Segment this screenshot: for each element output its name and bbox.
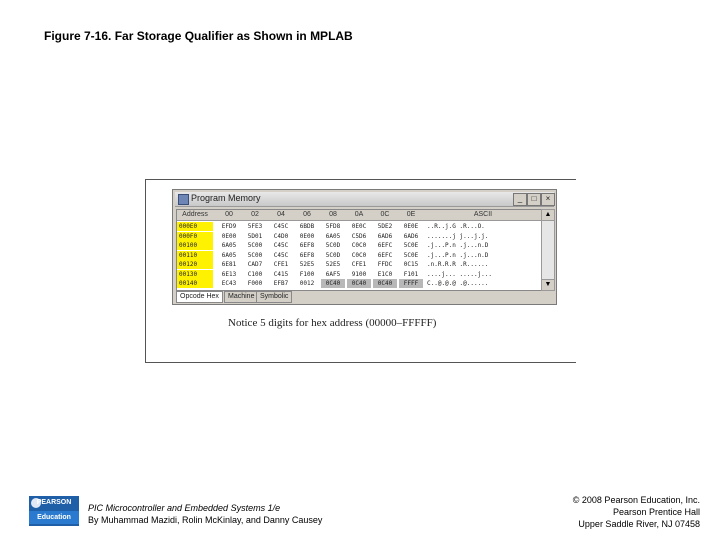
column-header[interactable]: 04 [277, 211, 285, 218]
memory-cell[interactable]: EC43 [221, 280, 237, 287]
column-header[interactable]: 0E [406, 211, 416, 218]
memory-cell[interactable]: 52E5 [299, 261, 315, 268]
footer-right [573, 494, 700, 530]
scroll-down-button[interactable]: ▼ [542, 279, 554, 290]
memory-grid[interactable] [176, 209, 542, 291]
view-tab[interactable]: Machine [224, 291, 258, 303]
column-header[interactable]: 0C [380, 211, 390, 218]
ascii-cell[interactable]: .......j j...j.j. [427, 232, 489, 240]
column-header[interactable]: 02 [251, 211, 259, 218]
memory-cell[interactable]: 5FD8 [325, 223, 341, 230]
memory-cell[interactable]: EFB7 [273, 280, 289, 287]
program-memory-window [172, 189, 557, 305]
memory-cell[interactable]: 0C40 [373, 279, 397, 288]
memory-cell[interactable]: 6A05 [221, 242, 237, 249]
address-cell[interactable]: 00110 [177, 251, 213, 260]
footer-location: Upper Saddle River, NJ 07458 [578, 519, 700, 529]
memory-cell[interactable]: E1C0 [377, 270, 393, 278]
memory-cell[interactable]: 52E5 [325, 261, 341, 268]
memory-cell[interactable]: 6A05 [221, 251, 237, 259]
memory-cell[interactable]: 6AF5 [325, 270, 341, 278]
logo-line1: PEARSON [36, 499, 72, 506]
memory-cell[interactable]: C0C0 [351, 242, 367, 249]
memory-cell[interactable]: 6BDB [299, 223, 315, 230]
memory-cell[interactable]: C0C0 [351, 251, 367, 259]
address-cell[interactable]: 00130 [177, 270, 213, 279]
figure-frame [145, 179, 576, 363]
memory-cell[interactable]: C45C [273, 223, 289, 230]
ascii-cell[interactable]: .n.R.R.R .R...... [427, 261, 489, 268]
memory-cell[interactable]: 6AD6 [377, 232, 393, 240]
memory-cell[interactable]: C45C [273, 242, 289, 249]
memory-cell[interactable]: F100 [299, 270, 315, 278]
ascii-cell[interactable]: .j...P.n .j...n.D [427, 242, 489, 249]
memory-cell[interactable]: 5C0E [403, 251, 419, 259]
address-cell[interactable]: 00140 [177, 279, 213, 288]
close-button[interactable]: × [541, 193, 555, 206]
minimize-button[interactable]: _ [513, 193, 527, 206]
memory-cell[interactable]: C100 [247, 270, 263, 278]
memory-cell[interactable]: 0E0C [351, 223, 367, 230]
memory-cell[interactable]: CFE1 [351, 261, 367, 268]
memory-cell[interactable]: F101 [403, 270, 419, 278]
maximize-button[interactable]: □ [527, 193, 541, 206]
memory-cell[interactable]: 0C40 [321, 279, 345, 288]
ascii-cell[interactable]: C..@.@.@ .@...... [427, 280, 489, 287]
column-header[interactable]: 00 [225, 211, 233, 218]
memory-cell[interactable]: 6EFC [377, 251, 393, 259]
memory-cell[interactable]: 5C00 [247, 251, 263, 259]
footer-left [88, 502, 322, 526]
scroll-up-button[interactable]: ▲ [542, 210, 554, 221]
footer-copyright: © 2008 Pearson Education, Inc. [572, 495, 700, 505]
view-tab[interactable]: Symbolic [256, 291, 292, 303]
memory-cell[interactable]: F000 [247, 280, 263, 287]
address-cell[interactable]: 00120 [177, 260, 213, 269]
logo-line2: Education [29, 511, 79, 524]
memory-cell[interactable]: CAD7 [247, 261, 263, 268]
address-cell[interactable]: 00100 [177, 241, 213, 250]
window-app-icon [178, 194, 189, 205]
memory-cell[interactable]: C4D0 [273, 232, 289, 240]
memory-cell[interactable]: 6AD6 [403, 232, 419, 240]
memory-cell[interactable]: 9100 [351, 270, 367, 278]
memory-cell[interactable]: 5DE2 [377, 223, 393, 230]
memory-cell[interactable]: 0E00 [221, 232, 237, 240]
memory-cell[interactable]: 5C0E [403, 242, 419, 249]
column-header[interactable]: 08 [329, 211, 337, 218]
footer-publisher: Pearson Prentice Hall [612, 507, 700, 517]
column-header[interactable]: ASCII [473, 211, 493, 218]
memory-cell[interactable]: 5C0D [325, 242, 341, 249]
window-titlebar[interactable] [175, 192, 554, 207]
memory-cell[interactable]: 6EF8 [299, 242, 315, 249]
address-cell[interactable]: 000E0 [177, 222, 213, 231]
memory-cell[interactable]: C415 [273, 270, 289, 278]
view-tab[interactable]: Opcode Hex [176, 291, 223, 303]
ascii-cell[interactable]: .j...P.n .j...n.D [427, 251, 489, 259]
ascii-cell[interactable]: ..R..j.G .R...O. [427, 223, 485, 230]
memory-cell[interactable]: 6EFC [377, 242, 393, 249]
memory-cell[interactable]: 0C40 [347, 279, 371, 288]
memory-cell[interactable]: EFD9 [221, 223, 237, 230]
memory-cell[interactable]: 5C0D [325, 251, 341, 259]
memory-cell[interactable]: C45C [273, 251, 289, 259]
memory-cell[interactable]: CFE1 [273, 261, 289, 268]
memory-cell[interactable]: 5FE3 [247, 223, 263, 230]
grid-header [177, 210, 541, 221]
column-header[interactable]: Address [182, 211, 208, 218]
address-cell[interactable]: 000F0 [177, 232, 213, 241]
slide-title: Figure 7-16. Far Storage Qualifier as Shown in MPLAB [44, 29, 353, 43]
memory-cell[interactable]: C5D6 [351, 232, 367, 240]
memory-cell[interactable]: 5D01 [247, 232, 263, 240]
window-title: Program Memory [191, 193, 261, 203]
footer-book-title: PIC Microcontroller and Embedded Systems 1/e [88, 503, 281, 513]
ascii-cell[interactable]: ....j... .....j... [427, 270, 493, 278]
footer-authors: By Muhammad Mazidi, Rolin McKinlay, and Danny Causey [88, 515, 323, 525]
memory-cell[interactable]: 0C15 [403, 261, 419, 268]
memory-cell[interactable]: FFDC [377, 261, 393, 268]
column-header[interactable]: 06 [303, 211, 311, 218]
memory-cell[interactable]: 6A05 [325, 232, 341, 240]
memory-cell[interactable]: 0E00 [299, 232, 315, 240]
vertical-scrollbar[interactable] [541, 209, 555, 291]
memory-cell[interactable]: 5C00 [247, 242, 263, 249]
memory-cell[interactable]: 0E0E [403, 223, 419, 230]
figure-caption: Notice 5 digits for hex address (00000–FFFFF) [228, 317, 437, 329]
memory-cell[interactable]: 0012 [299, 280, 315, 287]
memory-cell[interactable]: 6EF8 [299, 251, 315, 259]
memory-cell[interactable]: FFFF [399, 279, 423, 288]
column-header[interactable]: 0A [354, 211, 364, 218]
pearson-logo [29, 496, 79, 526]
memory-cell[interactable]: 6E81 [221, 261, 237, 268]
memory-cell[interactable]: 6E13 [221, 270, 237, 278]
